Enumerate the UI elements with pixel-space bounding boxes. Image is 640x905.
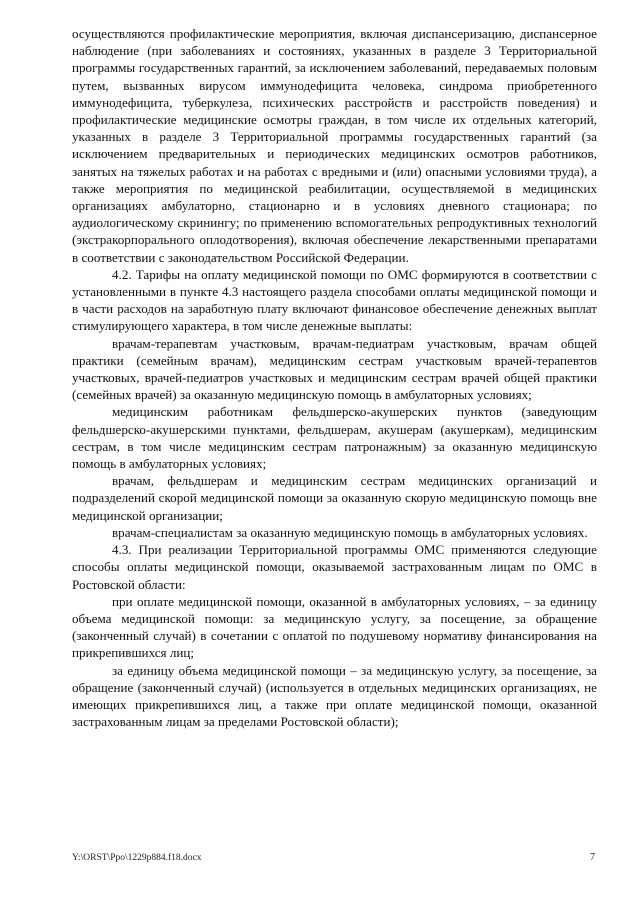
paragraph-8: при оплате медицинской помощи, оказанной в амбулаторных условиях, – за единицу объема медицинской помощи: за медицинскую услугу, за посещение, за обращение (законченный случай) в сочетании с оплатой по подушевому нормативу финансирования на прикрепившихся лиц; [72, 593, 597, 661]
document-body [72, 25, 597, 730]
footer-file-path: Y:\ORST\Ppo\1229p884.f18.docx [72, 853, 202, 863]
paragraph-6: врачам-специалистам за оказанную медицинскую помощь в амбулаторных условиях. [112, 524, 588, 540]
paragraph-3: врачам-терапевтам участковым, врачам-педиатрам участковым, врачам общей практики (семейным врачам), медицинским сестрам участковым врачей-терапевтов участковых, врачей-педиатров участковых и медицинским сестрам врачей общей практики (семейных врачей) за оказанную медицинскую помощь в амбулаторных условиях; [72, 335, 597, 403]
paragraph-9: за единицу объема медицинской помощи – за медицинскую услугу, за посещение, за обращение (законченный случай) (используется в отдельных медицинских организациях, не имеющих прикрепившихся лиц, а также при оплате медицинской помощи, оказанной застрахованным лицам за пределами Ростовской области); [72, 662, 597, 730]
page-number: 7 [590, 852, 595, 863]
paragraph-1: осуществляются профилактические мероприятия, включая диспансеризацию, диспансерное наблюдение (при заболеваниях и состояниях, указанных в разделе 3 Территориальной программы государственных гарантий, за исключением заболеваний, передаваемых половым путем, вызванных вирусом иммунодефицита человека, синдрома приобретенного иммунодефицита, туберкулеза, психических расстройств и расстройств поведения) и профилактические медицинские осмотры граждан, в том числе их отдельных категорий, указанных в разделе 3 Территориальной программы государственных гарантий (за исключением предварительных и периодических медицинских осмотров работников, занятых на тяжелых работах и на работах с вредными и (или) опасными условиями труда), а также мероприятия по медицинской реабилитации, осуществляемой в медицинских организациях амбулаторно, стационарно и в условиях дневного стационара; по аудиологическому скринингу; по применению вспомогательных репродуктивных технологий (экстракорпорального оплодотворения), включая обеспечение лекарственными препаратами в соответствии с законодательством Российской Федерации. [72, 26, 597, 265]
paragraph-5: врачам, фельдшерам и медицинским сестрам медицинских организаций и подразделений скорой медицинской помощи за оказанную скорую медицинскую помощь вне медицинской организации; [72, 473, 597, 523]
paragraph-7: 4.3. При реализации Территориальной программы ОМС применяются следующие способы оплаты медицинской помощи, оказываемой застрахованным лицам по ОМС в Ростовской области: [72, 542, 597, 592]
paragraph-4: медицинским работникам фельдшерско-акушерских пунктов (заведующим фельдшерско-акушерскими пунктами, фельдшерам, акушерам (акушеркам), медицинским сестрам, в том числе медицинским сестрам патронажным) за оказанную медицинскую помощь в амбулаторных условиях; [72, 404, 597, 472]
paragraph-2: 4.2. Тарифы на оплату медицинской помощи по ОМС формируются в соответствии с установленными в пункте 4.3 настоящего раздела способами оплаты медицинской помощи и в части расходов на заработную плату включают финансовое обеспечение денежных выплат стимулирующего характера, в том числе денежные выплаты: [72, 266, 597, 334]
